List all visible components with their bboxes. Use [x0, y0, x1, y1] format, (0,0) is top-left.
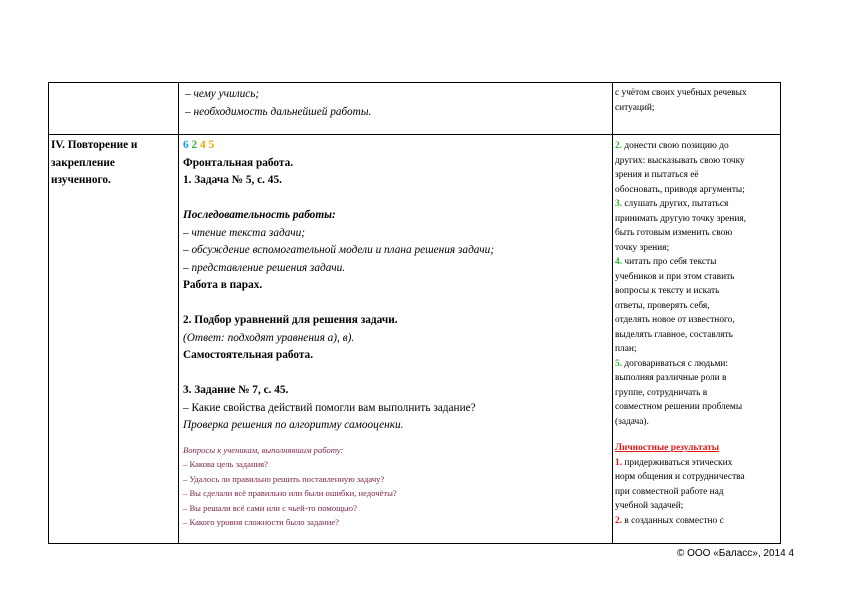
sequence-title: Последовательность работы: — [183, 209, 336, 221]
result-number: 4. — [615, 257, 623, 267]
result-line: принимать другую точку зрения, — [615, 213, 746, 224]
student-question: – Какова цель задания? — [183, 459, 268, 469]
result-text: слушать других, пытаться — [624, 199, 729, 209]
result-text: донести свою позицию до — [624, 141, 729, 151]
student-question: – Какого уровня сложности было задание? — [183, 517, 339, 527]
result-text: придерживаться этических — [624, 457, 733, 468]
stage-title-line: закрепление — [51, 156, 115, 169]
stage-title-line: IV. Повторение и — [51, 139, 138, 151]
result-line: вопросы к тексту и искать — [615, 286, 720, 296]
text-line: ситуаций; — [615, 102, 655, 113]
column-divider — [612, 83, 613, 543]
result-line: план; — [615, 344, 637, 354]
result-line — [615, 357, 781, 372]
result-number: 2. — [615, 141, 623, 151]
result-text: в созданных совместно с — [624, 515, 724, 526]
student-question: – Вы решали всё сами или с чьей-то помощью? — [183, 502, 357, 513]
competence-marks — [183, 137, 609, 155]
mark-5: 5 — [208, 139, 215, 151]
result-line: (задача). — [615, 416, 649, 427]
independent-work-heading: Самостоятельная работа. — [183, 349, 314, 361]
result-number: 5. — [615, 358, 623, 369]
stage-cell — [51, 137, 176, 190]
result-line: совместном решении проблемы — [615, 402, 743, 412]
self-check-line: Проверка решения по алгоритму самооценки. — [183, 419, 404, 431]
result-line — [615, 139, 781, 154]
student-question: – Удалось ли правильно решить поставленную задачу? — [183, 473, 385, 484]
result-line: учебной задачей; — [615, 501, 684, 511]
result-line: учебников и при этом ставить — [615, 271, 735, 282]
students-questions-title: Вопросы к ученикам, выполнявшим работу: — [183, 444, 344, 455]
task-1: 1. Задача № 5, с. 45. — [183, 174, 282, 186]
lesson-content-cell — [183, 137, 609, 530]
result-line — [615, 255, 781, 270]
results-cell — [615, 139, 781, 528]
result-line: точку зрения; — [615, 242, 670, 253]
row1-results-cell — [615, 86, 781, 115]
result-line — [615, 197, 781, 212]
text-line: – необходимость дальнейшей работы. — [185, 105, 372, 118]
result-line: при совместной работе над — [615, 486, 724, 497]
result-number: 1. — [615, 457, 623, 468]
result-text: договариваться с людьми: — [624, 358, 729, 369]
result-line: быть готовым изменить свою — [615, 228, 733, 238]
answer-note: (Ответ: подходят уравнения а), в). — [183, 331, 355, 344]
personal-results-title: Личностные результаты — [615, 443, 720, 453]
text-line: с учётом своих учебных речевых — [615, 88, 747, 98]
result-line: обосновать, приводя аргументы; — [615, 184, 745, 195]
result-line: выделять главное, составлять — [615, 329, 733, 340]
page-footer: © ООО «Баласс», 2014 4 — [676, 548, 794, 559]
result-line: отделять новое от известного, — [615, 315, 735, 325]
result-line: ответы, проверять себя, — [615, 300, 710, 311]
result-line — [615, 514, 781, 529]
result-line — [615, 456, 781, 471]
sequence-item: – чтение текста задачи; — [183, 226, 306, 239]
student-question: – Вы сделали всё правильно или были ошибки, недочёты? — [183, 488, 397, 498]
mark-4: 4 — [199, 139, 206, 151]
frontal-work-heading: Фронтальная работа. — [183, 156, 294, 169]
result-line: норм общения и сотрудничества — [615, 472, 745, 482]
task-3: 3. Задание № 7, с. 45. — [183, 384, 289, 396]
stage-title-line: изученного. — [51, 174, 111, 186]
result-line: выполняя различные роли в — [615, 373, 727, 383]
question-line: – Какие свойства действий помогли вам выполнить задание? — [183, 401, 476, 414]
row1-content-cell — [185, 86, 605, 121]
result-text: читать про себя тексты — [624, 257, 717, 267]
mark-2: 2 — [191, 139, 198, 151]
task-2: 2. Подбор уравнений для решения задачи. — [183, 314, 398, 326]
result-line: зрения и пытаться её — [615, 170, 699, 180]
sequence-item: – представление решения задачи. — [183, 261, 346, 274]
pair-work-heading: Работа в парах. — [183, 279, 263, 291]
result-line: других: высказывать свою точку — [615, 155, 745, 166]
lesson-table — [48, 82, 781, 544]
row-divider — [49, 134, 780, 135]
text-line: – чему учились; — [185, 88, 260, 100]
column-divider — [178, 83, 179, 543]
result-number: 2. — [615, 515, 623, 526]
result-number: 3. — [615, 199, 623, 209]
result-line: группе, сотрудничать в — [615, 387, 708, 398]
mark-6: 6 — [183, 139, 189, 151]
sequence-item: – обсуждение вспомогательной модели и плана решения задачи; — [183, 244, 495, 256]
